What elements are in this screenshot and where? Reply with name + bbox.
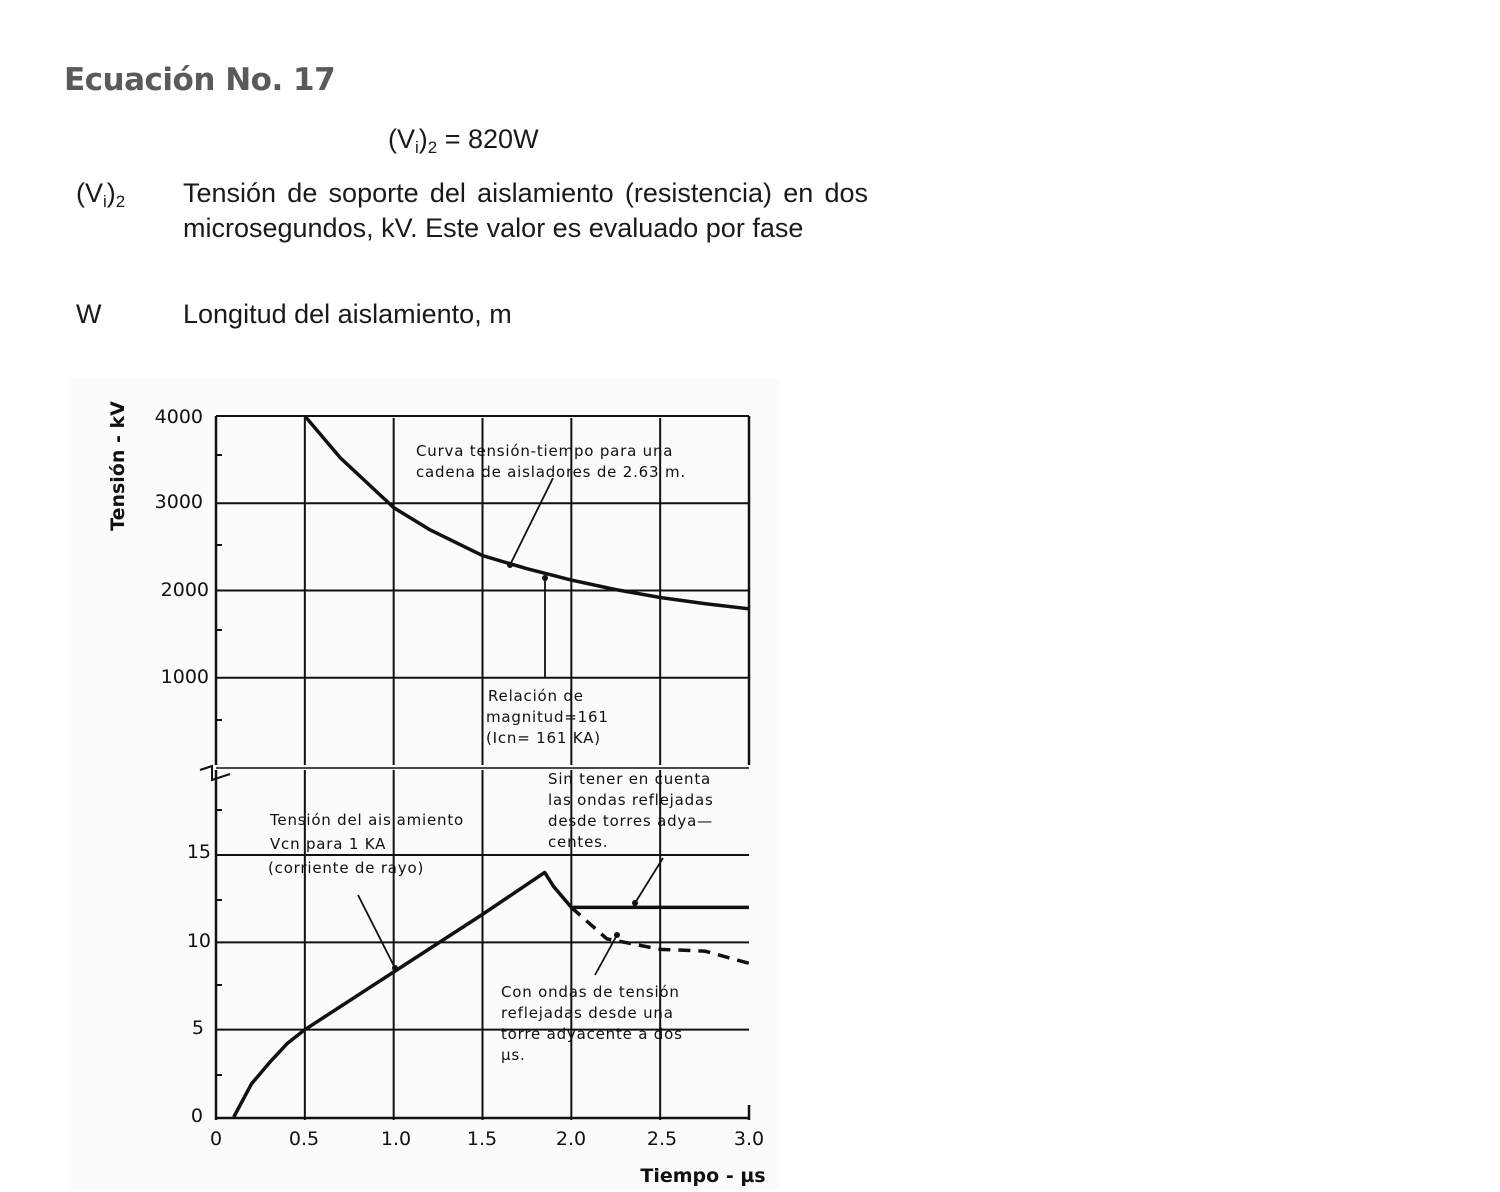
annotation-curve-line2: cadena de aisladores de 2.63 m. bbox=[416, 463, 686, 481]
annotation-ratio-line3: (Icn= 161 KA) bbox=[486, 729, 601, 747]
annotation-reflect-line4: µs. bbox=[501, 1046, 526, 1064]
annotation-curve-line1: Curva tensión-tiempo para una bbox=[416, 442, 674, 460]
y-tick-10: 10 bbox=[186, 930, 211, 952]
annotation-reflect-line1: Con ondas de tensión bbox=[501, 983, 680, 1001]
annotation-noreflect-line4: centes. bbox=[548, 833, 609, 851]
annotation-ratio-line2: magnitud=161 bbox=[486, 708, 609, 726]
definition-text-w: Longitud del aislamiento, m bbox=[183, 299, 512, 329]
pointer-head bbox=[632, 900, 638, 906]
pointer-head bbox=[507, 562, 513, 568]
y-tick-2000: 2000 bbox=[160, 579, 209, 601]
annotation-vcn-line2: Vcn para 1 KA bbox=[270, 835, 387, 853]
definition-text-vi2: Tensión de soporte del aislamiento (resistencia) en dos microsegundos, kV. Este valor es evaluado por fase bbox=[183, 178, 868, 243]
equation: $(V_i)_2 = 820W$ bbox=[388, 124, 539, 157]
pointer-head bbox=[392, 965, 398, 971]
y-tick-0: 0 bbox=[190, 1105, 203, 1127]
definition-term-w: W bbox=[76, 299, 102, 329]
x-tick-0: 0 bbox=[209, 1128, 223, 1150]
equation-heading: Ecuación No. 17 bbox=[64, 62, 336, 98]
x-tick-2.0: 2.0 bbox=[555, 1128, 587, 1150]
annotation-reflect-line3: torre adyacente a dos bbox=[501, 1025, 683, 1043]
y-tick-1000: 1000 bbox=[160, 666, 209, 688]
y-tick-4000: 4000 bbox=[154, 406, 203, 428]
x-tick-1.0: 1.0 bbox=[380, 1128, 412, 1150]
x-tick-1.5: 1.5 bbox=[466, 1128, 498, 1150]
y-tick-5: 5 bbox=[191, 1017, 204, 1039]
definition-term-vi2: $(V_i)_2$ bbox=[76, 178, 126, 211]
annotation-noreflect-line2: las ondas reflejadas bbox=[548, 791, 714, 809]
annotation-noreflect-line3: desde torres adya— bbox=[548, 812, 713, 830]
annotation-ratio-line1: Relación de bbox=[488, 687, 584, 705]
annotation-vcn-line1: Tensión del aislamiento bbox=[270, 811, 464, 829]
pointer-head bbox=[542, 575, 548, 581]
x-tick-0.5: 0.5 bbox=[288, 1128, 320, 1150]
x-tick-2.5: 2.5 bbox=[646, 1128, 678, 1150]
y-tick-3000: 3000 bbox=[154, 491, 203, 513]
y-axis-title: Tensión - kV bbox=[107, 401, 129, 531]
x-axis-title: Tiempo - µs bbox=[640, 1165, 766, 1187]
annotation-vcn-line3: (corriente de rayo) bbox=[268, 859, 425, 877]
x-tick-3.0: 3.0 bbox=[733, 1128, 765, 1150]
pointer-head bbox=[614, 932, 620, 938]
y-tick-15: 15 bbox=[186, 841, 211, 863]
annotation-reflect-line2: reflejadas desde una bbox=[501, 1004, 674, 1022]
annotation-noreflect-line1: Sin tener en cuenta bbox=[548, 770, 712, 788]
